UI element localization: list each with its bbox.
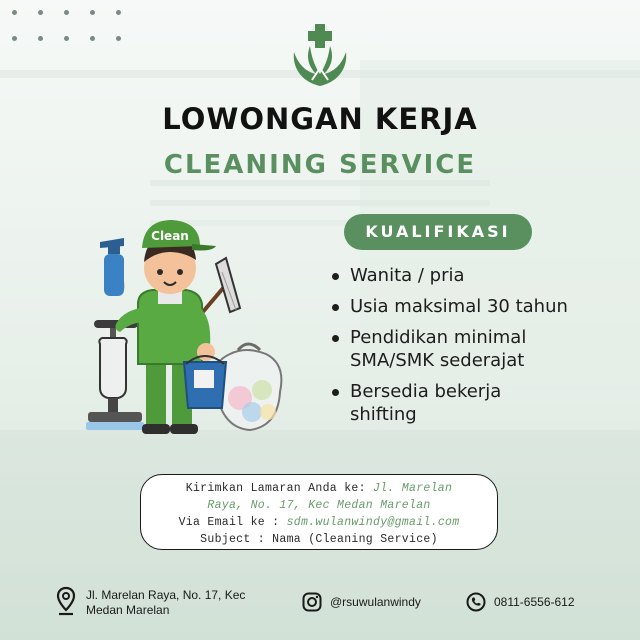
- qualification-item: Wanita / pria: [330, 264, 630, 287]
- apply-subject: Subject : Nama (Cleaning Service): [200, 533, 438, 546]
- footer-address: [86, 588, 245, 618]
- qualifications-list: [330, 264, 630, 434]
- page-subtitle: CLEANING SERVICE: [163, 150, 477, 180]
- footer-phone-number[interactable]: 0811-6556-612: [494, 595, 575, 609]
- hospital-logo-icon: [290, 24, 350, 88]
- application-info-box: [140, 474, 498, 550]
- apply-address-part2: Raya, No. 17, Kec Medan Marelan: [207, 499, 431, 512]
- apply-address-part1: Jl. Marelan: [373, 482, 453, 495]
- floor-polisher-icon: [86, 320, 144, 430]
- footer-address-line1: Jl. Marelan Raya, No. 17, Kec: [86, 588, 246, 602]
- footer: [0, 582, 640, 632]
- page-title: LOWONGAN KERJA: [162, 102, 478, 136]
- footer-address-line2: Medan Marelan: [86, 603, 170, 617]
- location-pin-icon: [56, 586, 76, 616]
- spray-bottle-icon: [100, 238, 124, 296]
- qualification-item: Pendidikan minimal SMA/SMK sederajat: [330, 326, 560, 372]
- cap-icon: [142, 220, 216, 251]
- decorative-dots: [12, 10, 132, 46]
- qualification-item: Usia maksimal 30 tahun: [330, 295, 630, 318]
- cleaner-illustration: [80, 212, 300, 442]
- apply-email-link[interactable]: sdm.wulanwindy@gmail.com: [286, 516, 460, 529]
- instagram-icon[interactable]: [302, 592, 322, 612]
- qualification-item: Bersedia bekerja shifting: [330, 380, 550, 426]
- apply-send-prefix: Kirimkan Lamaran Anda ke:: [185, 482, 373, 495]
- cap-label: Clean: [151, 229, 189, 243]
- footer-instagram-handle[interactable]: @rsuwulanwindy: [330, 595, 421, 609]
- qualifications-heading-badge: KUALIFIKASI: [344, 214, 532, 250]
- apply-email-prefix: Via Email ke :: [178, 516, 287, 529]
- phone-icon[interactable]: [466, 592, 486, 612]
- bucket-icon: [184, 356, 226, 408]
